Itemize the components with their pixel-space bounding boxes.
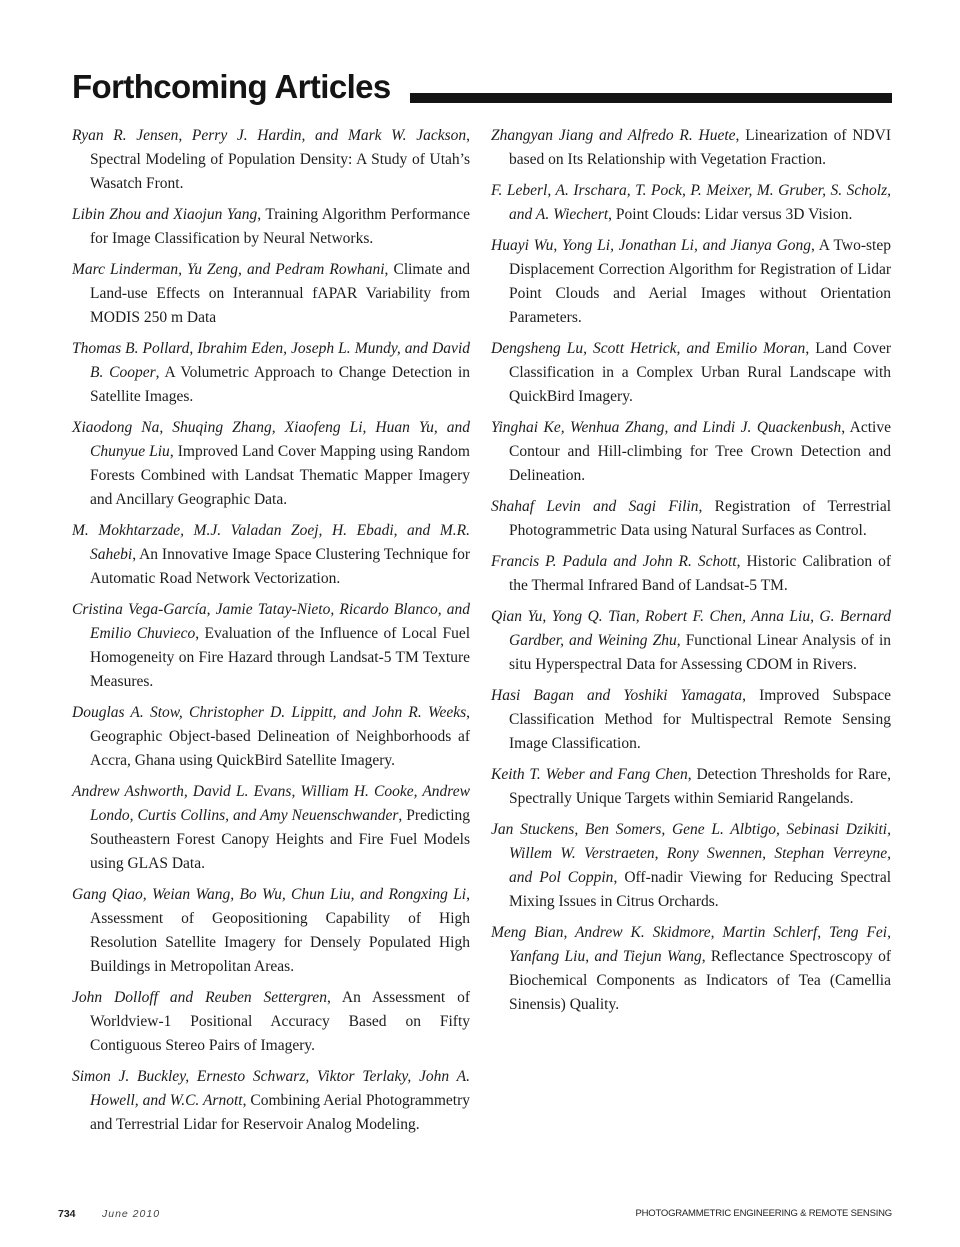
article-entry: Ryan R. Jensen, Perry J. Hardin, and Mark W. Jackson, Spectral Modeling of Population Density: A Study of Utah’s Wasatch Front. (72, 127, 470, 192)
article-entry: Dengsheng Lu, Scott Hetrick, and Emilio Moran, Land Cover Classification in a Complex Urban Rural Landscape with QuickBird Imagery. (491, 340, 891, 405)
article-title: Active Contour and Hill-climbing for Tree Crown Detection and Delineation. (509, 419, 891, 484)
article-authors: Simon J. Buckley, Ernesto Schwarz, Viktor Terlaky, John A. Howell, and W.C. Arnott (72, 1068, 470, 1109)
article-title: A Volumetric Approach to Change Detection in Satellite Images. (90, 364, 470, 405)
article-entry: Andrew Ashworth, David L. Evans, William H. Cooke, Andrew Londo, Curtis Collins, and Amy Neuenschwander, Predicting Southeastern Forest Canopy Heights and Fire Fuel Models using GLAS Data. (72, 783, 471, 872)
article-authors: Yinghai Ke, Wenhua Zhang, and Lindi J. Quackenbush (491, 419, 842, 436)
article-authors: John Dolloff and Reuben Settergren (72, 989, 327, 1006)
article-authors: Dengsheng Lu, Scott Hetrick, and Emilio Moran (491, 340, 806, 357)
article-list-right (491, 124, 891, 1024)
article-authors: Meng Bian, Andrew K. Skidmore, Martin Schlerf, Teng Fei, Yanfang Liu, and Tiejun Wang (491, 924, 891, 965)
article-authors: Huayi Wu, Yong Li, Jonathan Li, and Jianya Gong (491, 237, 812, 254)
article-authors: F. Leberl, A. Irschara, T. Pock, P. Meixer, M. Gruber, S. Scholz, and A. Wiechert (491, 182, 891, 223)
article-title: Linearization of NDVI based on Its Relationship with Vegetation Fraction. (509, 127, 892, 168)
article-title: Predicting Southeastern Forest Canopy Heights and Fire Fuel Models using GLAS Data. (90, 807, 471, 872)
article-entry: Thomas B. Pollard, Ibrahim Eden, Joseph L. Mundy, and David B. Cooper, A Volumetric Approach to Change Detection in Satellite Images. (72, 340, 470, 405)
article-entry: Meng Bian, Andrew K. Skidmore, Martin Schlerf, Teng Fei, Yanfang Liu, and Tiejun Wang, Reflectance Spectroscopy of Biochemical Components as Indicators of Tea (Camellia Sinensis) Quality. (491, 924, 892, 1013)
article-authors: M. Mokhtarzade, M.J. Valadan Zoej, H. Ebadi, and M.R. Sahebi (72, 522, 470, 563)
article-title: Historic Calibration of the Thermal Infrared Band of Landsat-5 TM. (509, 553, 891, 594)
page-footer (58, 1208, 892, 1224)
article-title: Registration of Terrestrial Photogrammetric Data using Natural Surfaces as Control. (509, 498, 892, 539)
article-authors: Jan Stuckens, Ben Somers, Gene L. Albtigo, Sebinasi Dzikiti, Willem W. Verstraeten, Rony Swennen, Stephan Verreyne, and Pol Coppin (491, 821, 891, 886)
article-title: A Two-step Displacement Correction Algorithm for Registration of Lidar Point Clouds and Aerial Images without Orientation Parameters. (509, 237, 891, 326)
article-title: Assessment of Geopositioning Capability of High Resolution Satellite Imagery for Densely Populated High Buildings in Metropolitan Areas. (90, 910, 470, 975)
article-entry: Marc Linderman, Yu Zeng, and Pedram Rowhani, Climate and Land-use Effects on Interannual fAPAR Variability from MODIS 250 m Data (72, 261, 470, 326)
article-entry: Qian Yu, Yong Q. Tian, Robert F. Chen, Anna Liu, G. Bernard Gardber, and Weining Zhu, Functional Linear Analysis of in situ Hyperspectral Data for Assessing CDOM in Rivers. (491, 608, 892, 673)
article-entry: Douglas A. Stow, Christopher D. Lippitt, and John R. Weeks, Geographic Object-based Delineation of Neighborhoods af Accra, Ghana using QuickBird Satellite Imagery. (72, 704, 470, 769)
article-authors: Francis P. Padula and John R. Schott (491, 553, 737, 570)
article-authors: Libin Zhou and Xiaojun Yang (72, 206, 258, 223)
article-entry: Keith T. Weber and Fang Chen, Detection Thresholds for Rare, Spectrally Unique Targets within Semiarid Rangelands. (491, 766, 891, 807)
article-entry: Hasi Bagan and Yoshiki Yamagata, Improved Subspace Classification Method for Multispectral Remote Sensing Image Classification. (491, 687, 892, 752)
article-authors: Andrew Ashworth, David L. Evans, William H. Cooke, Andrew Londo, Curtis Collins, and Amy Neuenschwander (72, 783, 470, 824)
article-entry: Zhangyan Jiang and Alfredo R. Huete, Linearization of NDVI based on Its Relationship with Vegetation Fraction. (491, 127, 892, 168)
article-entry: Libin Zhou and Xiaojun Yang, Training Algorithm Performance for Image Classification by Neural Networks. (72, 206, 470, 247)
article-entry: Yinghai Ke, Wenhua Zhang, and Lindi J. Quackenbush, Active Contour and Hill-climbing for Tree Crown Detection and Delineation. (491, 419, 891, 484)
page-header (72, 64, 892, 114)
article-authors: Qian Yu, Yong Q. Tian, Robert F. Chen, Anna Liu, G. Bernard Gardber, and Weining Zhu (491, 608, 891, 649)
journal-name: PHOTOGRAMMETRIC ENGINEERING & REMOTE SENSING (635, 1208, 892, 1219)
article-title: An Innovative Image Space Clustering Technique for Automatic Road Network Vectorization. (90, 546, 471, 587)
page-title: Forthcoming Articles (72, 68, 391, 105)
title-rule (410, 93, 892, 103)
article-entry: M. Mokhtarzade, M.J. Valadan Zoej, H. Ebadi, and M.R. Sahebi, An Innovative Image Space Clustering Technique for Automatic Road Network Vectorization. (72, 522, 471, 587)
article-entry: Huayi Wu, Yong Li, Jonathan Li, and Jianya Gong, A Two-step Displacement Correction Algorithm for Registration of Lidar Point Clouds and Aerial Images without Orientation Parameters. (491, 237, 891, 326)
article-entry: Xiaodong Na, Shuqing Zhang, Xiaofeng Li, Huan Yu, and Chunyue Liu, Improved Land Cover Mapping using Random Forests Combined with Landsat Thematic Mapper Imagery and Ancillary Geographic Data. (72, 419, 470, 508)
article-title: An Assessment of Worldview-1 Positional Accuracy Based on Fifty Contiguous Stereo Pairs of Imagery. (90, 989, 470, 1054)
article-entry: Cristina Vega-García, Jamie Tatay-Nieto, Ricardo Blanco, and Emilio Chuvieco, Evaluation of the Influence of Local Fuel Homogeneity on Fire Hazard through Landsat-5 TM Texture Measures. (72, 601, 471, 690)
article-entry: Gang Qiao, Weian Wang, Bo Wu, Chun Liu, and Rongxing Li, Assessment of Geopositioning Capability of High Resolution Satellite Imagery for Densely Populated High Buildings in Metropolitan Areas. (72, 886, 470, 975)
article-title: Spectral Modeling of Population Density: A Study of Utah’s Wasatch Front. (90, 151, 470, 192)
article-title: Evaluation of the Influence of Local Fuel Homogeneity on Fire Hazard through Landsat-5 TM Texture Measures. (90, 625, 471, 690)
article-authors: Xiaodong Na, Shuqing Zhang, Xiaofeng Li, Huan Yu, and Chunyue Liu (72, 419, 470, 460)
article-authors: Cristina Vega-García, Jamie Tatay-Nieto, Ricardo Blanco, and Emilio Chuvieco (72, 601, 470, 642)
article-list-left (72, 124, 470, 1144)
article-title: Point Clouds: Lidar versus 3D Vision. (615, 206, 853, 223)
article-authors: Thomas B. Pollard, Ibrahim Eden, Joseph L. Mundy, and David B. Cooper (72, 340, 470, 381)
article-title: Geographic Object-based Delineation of Neighborhoods af Accra, Ghana using QuickBird Satellite Imagery. (90, 728, 470, 769)
article-authors: Gang Qiao, Weian Wang, Bo Wu, Chun Liu, and Rongxing Li (72, 886, 467, 903)
article-authors: Zhangyan Jiang and Alfredo R. Huete (491, 127, 736, 144)
article-title: Land Cover Classification in a Complex Urban Rural Landscape with QuickBird Imagery. (509, 340, 891, 405)
issue-date: June 2010 (102, 1208, 161, 1220)
article-title: Detection Thresholds for Rare, Spectrally Unique Targets within Semiarid Rangelands. (509, 766, 891, 807)
article-entry: Shahaf Levin and Sagi Filin, Registration of Terrestrial Photogrammetric Data using Natural Surfaces as Control. (491, 498, 892, 539)
article-authors: Ryan R. Jensen, Perry J. Hardin, and Mark W. Jackson (72, 127, 467, 144)
page-number: 734 (58, 1208, 76, 1220)
article-entry: F. Leberl, A. Irschara, T. Pock, P. Meixer, M. Gruber, S. Scholz, and A. Wiechert, Point Clouds: Lidar versus 3D Vision. (491, 182, 891, 223)
article-authors: Shahaf Levin and Sagi Filin (491, 498, 699, 515)
article-title: Climate and Land-use Effects on Interannual fAPAR Variability from MODIS 250 m Data (90, 261, 470, 326)
article-entry: Jan Stuckens, Ben Somers, Gene L. Albtigo, Sebinasi Dzikiti, Willem W. Verstraeten, Rony Swennen, Stephan Verreyne, and Pol Coppin, Off-nadir Viewing for Reducing Spectral Mixing Issues in Citrus Orchards. (491, 821, 892, 910)
article-title: Off-nadir Viewing for Reducing Spectral Mixing Issues in Citrus Orchards. (509, 869, 892, 910)
article-entry: Francis P. Padula and John R. Schott, Historic Calibration of the Thermal Infrared Band of Landsat-5 TM. (491, 553, 891, 594)
article-authors: Douglas A. Stow, Christopher D. Lippitt, and John R. Weeks (72, 704, 467, 721)
article-title: Improved Subspace Classification Method for Multispectral Remote Sensing Image Classification. (509, 687, 892, 752)
article-entry: John Dolloff and Reuben Settergren, An Assessment of Worldview-1 Positional Accuracy Based on Fifty Contiguous Stereo Pairs of Imagery. (72, 989, 470, 1054)
article-title: Training Algorithm Performance for Image Classification by Neural Networks. (90, 206, 470, 247)
article-authors: Marc Linderman, Yu Zeng, and Pedram Rowhani (72, 261, 385, 278)
article-title: Reflectance Spectroscopy of Biochemical Components as Indicators of Tea (Camellia Sinensis) Quality. (509, 948, 892, 1013)
article-authors: Hasi Bagan and Yoshiki Yamagata (491, 687, 743, 704)
article-authors: Keith T. Weber and Fang Chen (491, 766, 688, 783)
article-entry: Simon J. Buckley, Ernesto Schwarz, Viktor Terlaky, John A. Howell, and W.C. Arnott, Combining Aerial Photogrammetry and Terrestrial Lidar for Reservoir Analog Modeling. (72, 1068, 471, 1133)
article-title: Improved Land Cover Mapping using Random Forests Combined with Landsat Thematic Mapper Imagery and Ancillary Geographic Data. (90, 443, 470, 508)
article-title: Combining Aerial Photogrammetry and Terrestrial Lidar for Reservoir Analog Modeling. (90, 1092, 471, 1133)
article-title: Functional Linear Analysis of in situ Hyperspectral Data for Assessing CDOM in Rivers. (509, 632, 892, 673)
